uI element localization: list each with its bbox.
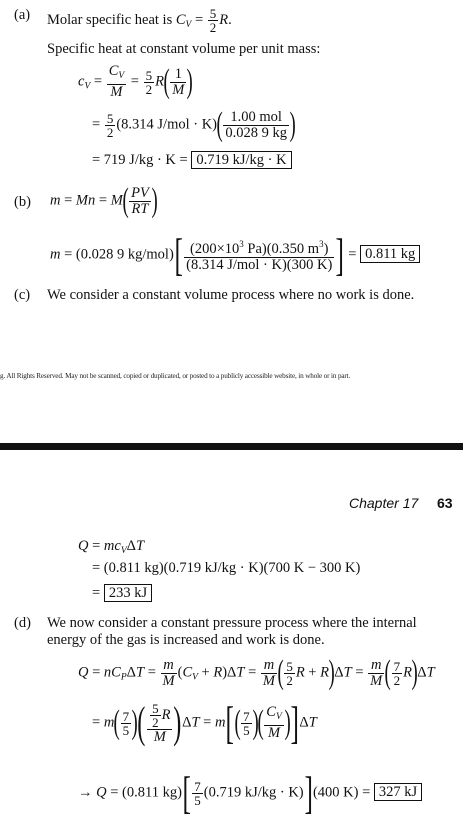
- part-a-label: (a): [14, 7, 31, 23]
- equation-cv-numeric: = $\frac{5}{2}$ (8.314 J/mol · K)( $\frac{\text{1.00 mol}}{0.028 9 kg}$ ): [92, 106, 296, 143]
- rights-notice: g. All Rights Reserved. May not be scanned, copied or duplicated, or posted to a publicly accessible website, in whole or in part.: [0, 372, 351, 380]
- equation-q-rearranged: = m( $\frac{7}{5}$ )( $\frac{5}{2}$ R M )ΔT = m[( $\frac{7}{5}$ )( $\frac{C_V}{M}$ )]ΔT: [92, 697, 317, 748]
- part-a-specific-heat-text: Specific heat at constant volume per unit mass:: [47, 41, 321, 57]
- equation-q-const-volume: $Q = mc_V\Delta T$: [78, 538, 145, 556]
- part-a-intro-text: Molar specific heat is: [47, 11, 173, 28]
- part-a-intro: Molar specific heat is $C_V$ = $\frac{5}{2}$ R.: [47, 6, 232, 35]
- equation-mass-numeric: m = (0.028 9 kg/mol)[ $\frac{(200\times 10^3 Pa)(0.350 m^3)}{\text{(8.314 J/mol · K)(300 K)}}$ ] = 0.811 kg: [50, 232, 420, 278]
- equation-q-const-pressure: $Q = nC_P\Delta T$ = $\frac{m}{M}$ $(C_V + R)\Delta T$ = $\frac{m}{M}$ ( $\frac{5}{2}$ R + R)ΔT = $\frac{m}{M}$ ( $\frac{7}{2}$ R)ΔT: [78, 654, 435, 691]
- part-d-text-line1: We now consider a constant pressure process where the internal: [47, 615, 417, 631]
- equation-q-numeric: = (0.811 kg)(0.719 kJ/kg · K)(700 K − 300 K): [92, 560, 361, 576]
- cv-result-box: 0.719 kJ/kg · K: [191, 151, 291, 169]
- equation-mass-definition: m = Mn = M( $\frac{PV}{RT}$ ): [50, 182, 158, 219]
- q-volume-result-box: 233 kJ: [104, 584, 152, 602]
- equation-q-pressure-result: → Q = (0.811 kg)[ $\frac{7}{5}$ (0.719 kJ/kg · K)](400 K) = 327 kJ: [78, 770, 422, 816]
- part-d-label: (d): [14, 615, 31, 631]
- mass-result-box: 0.811 kg: [360, 245, 420, 263]
- part-d-text-line2: energy of the gas is increased and work is done.: [47, 632, 325, 648]
- page-divider: [0, 443, 463, 450]
- cv-result-text: = 719 J/kg · K =: [92, 152, 188, 168]
- part-c-label: (c): [14, 287, 31, 303]
- chapter-heading: Chapter 17: [349, 495, 419, 511]
- part-c-text: We consider a constant volume process where no work is done.: [47, 287, 415, 303]
- part-b-label: (b): [14, 194, 31, 210]
- q-pressure-result-box: 327 kJ: [374, 783, 422, 801]
- equation-q-result: = 233 kJ: [92, 585, 152, 602]
- equation-cv-result: [92, 152, 292, 169]
- page-number: 63: [437, 495, 453, 511]
- equation-cv-definition: $c_V$ = $\frac{C_V}{M}$ = $\frac{5}{2}$ R( $\frac{1}{M}$ ): [78, 63, 194, 100]
